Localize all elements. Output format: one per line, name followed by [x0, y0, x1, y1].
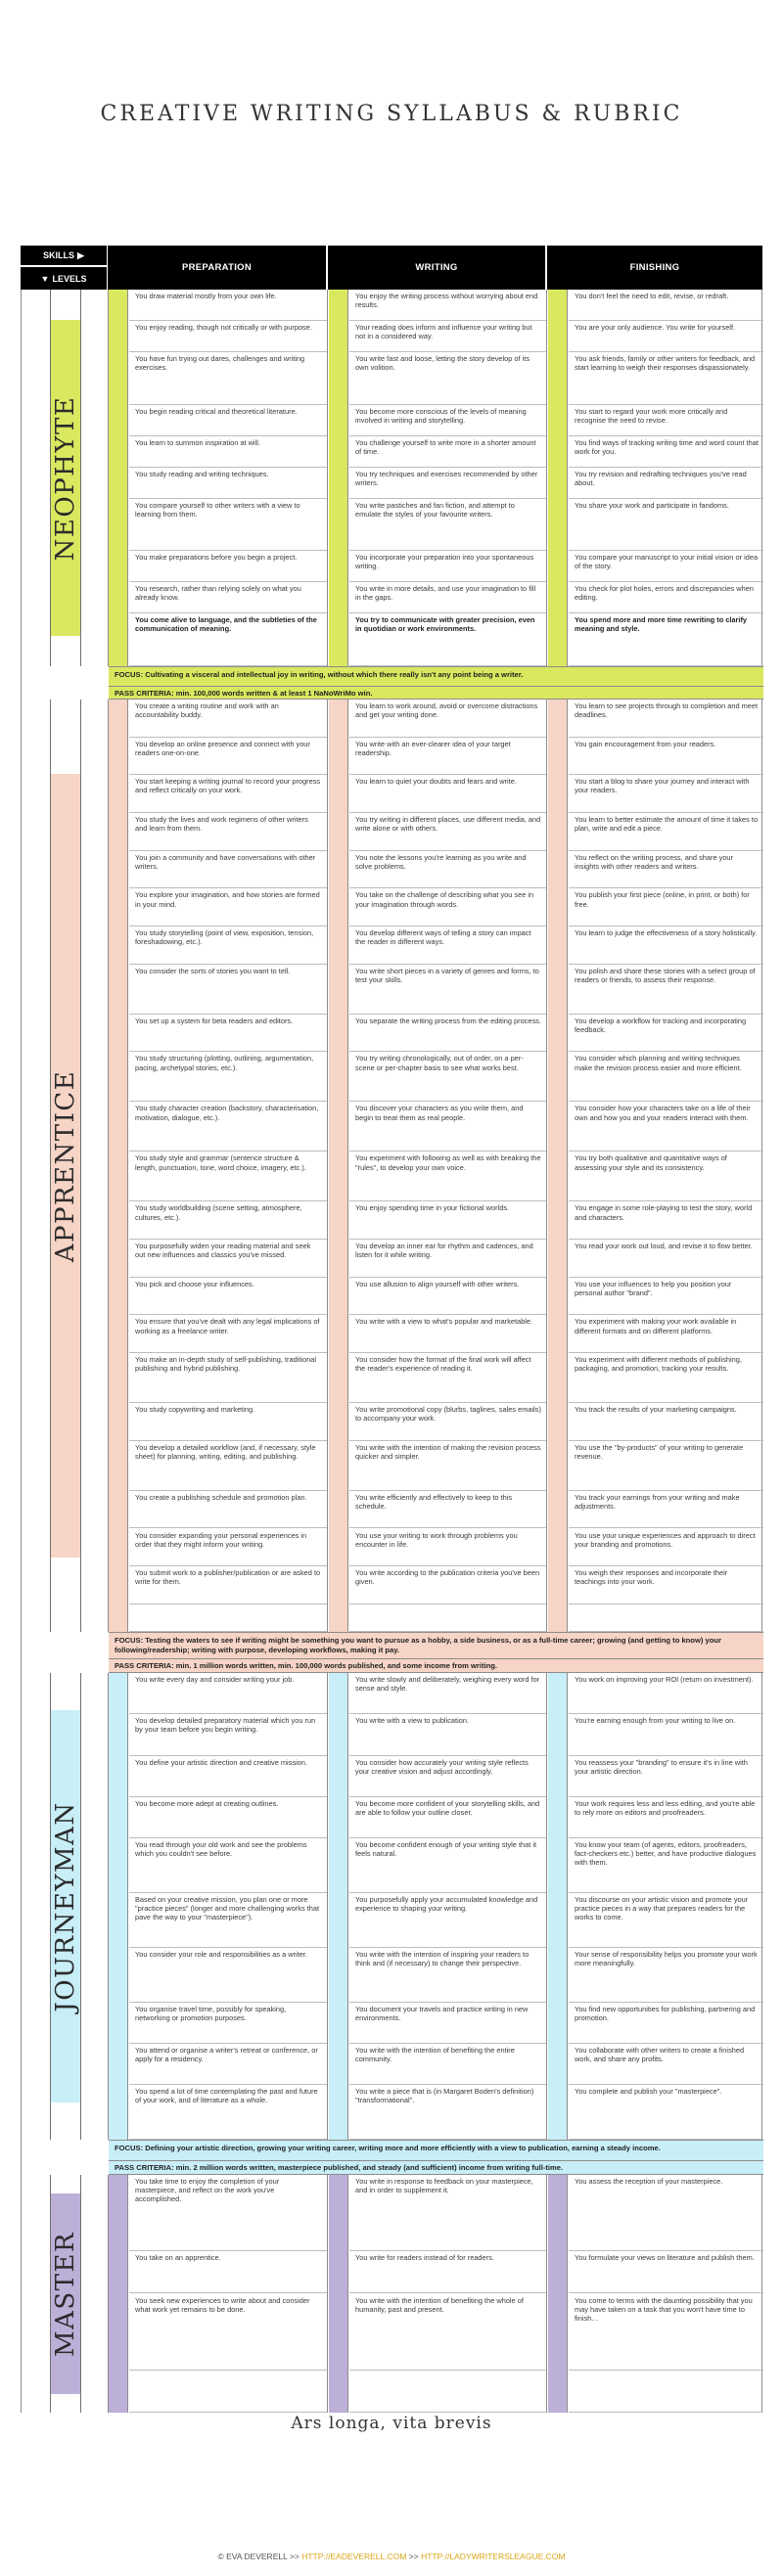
accent-column: [548, 1673, 568, 2140]
accent-column: [329, 2175, 348, 2413]
rubric-cell: You experiment with different methods of publishing, packaging, and promotion, tracking your results.: [569, 1353, 763, 1403]
rubric-cell: You consider which planning and writing techniques make the revision process easier and more efficient.: [569, 1052, 763, 1102]
level-name: JOURNEYMAN: [51, 1800, 80, 2012]
rubric-cell: You draw material mostly from your own life.: [129, 290, 327, 321]
rubric-cell: You write with the intention of benefiting the entire community.: [349, 2044, 546, 2085]
rubric-cell: You use the "by-products" of your writing to generate revenue.: [569, 1441, 763, 1491]
rubric-cell: You come alive to language, and the subtleties of the communication of meaning.: [129, 613, 327, 666]
column-divider: [546, 700, 547, 1632]
rubric-cell: [569, 2371, 763, 2413]
rubric-cell: You write with a view to what's popular and marketable.: [349, 1315, 546, 1353]
rubric-cell: Based on your creative mission, you plan one or more "practice pieces" (longer and more challenging works that pave the way to your "masterpiece").: [129, 1893, 327, 1948]
rubric-cell: You are your only audience. You write for yourself.: [569, 321, 763, 352]
rubric-cell: You make preparations before you begin a project.: [129, 551, 327, 582]
rubric-cell: You don't feel the need to edit, revise, or redraft.: [569, 290, 763, 321]
rubric-cell: You learn to work around, avoid or overcome distractions and get your writing done.: [349, 700, 546, 738]
column-divider: [546, 1673, 547, 2140]
rubric-cell: You study structuring (plotting, outlining, argumentation, pacing, archetypal stories, etc.).: [129, 1052, 327, 1102]
rubric-cell: You share your work and participate in fandoms.: [569, 499, 763, 552]
rubric-cell: You consider the sorts of stories you want to tell.: [129, 965, 327, 1015]
rubric-cell: You try to communicate with greater precision, even in quotidian or work environments.: [349, 613, 546, 666]
rubric-cell: You purposefully widen your reading material and seek out new influences and classics you've missed.: [129, 1240, 327, 1278]
rubric-cell: [349, 2371, 546, 2413]
rubric-cell: You enjoy the writing process without worrying about end results.: [349, 290, 546, 321]
column-divider: [546, 290, 547, 666]
rubric-cell: You create a writing routine and work with an accountability buddy.: [129, 700, 327, 738]
skills-label: SKILLS: [43, 250, 75, 260]
rubric-cell: You develop detailed preparatory material which you run by your team before you begin writing.: [129, 1714, 327, 1755]
rubric-cell: You write in response to feedback on your masterpiece, and in order to supplement it.: [349, 2175, 546, 2251]
accent-column: [329, 700, 348, 1632]
rubric-cell: You explore your imagination, and how stories are formed in your mind.: [129, 888, 327, 926]
rubric-cell: You enjoy reading, though not critically or with purpose.: [129, 321, 327, 352]
level-name: MASTER: [51, 2231, 80, 2357]
level-section-apprentice: [21, 700, 762, 1673]
rubric-cell: You organise travel time, possibly for speaking, networking or promotion purposes.: [129, 2003, 327, 2044]
rubric-cell: You write with the intention of benefiting the whole of humanity, past and present.: [349, 2294, 546, 2371]
rubric-cell: You find new opportunities for publishing, partnering and promotion.: [569, 2003, 763, 2044]
rubric-cell: You learn to see projects through to completion and meet deadlines.: [569, 700, 763, 738]
rubric-cell: You learn to quiet your doubts and fears and write.: [349, 775, 546, 813]
rubric-cell: You compare yourself to other writers with a view to learning from them.: [129, 499, 327, 552]
credit-separator: >>: [408, 2552, 419, 2561]
rubric-cell: You write fast and loose, letting the story develop of its own volition.: [349, 352, 546, 405]
rubric-cell: You study the lives and work regimens of other writers and learn from them.: [129, 813, 327, 851]
rubric-cell: You consider how your characters take on a life of their own and how you and your readers interact with them.: [569, 1102, 763, 1152]
rubric-cell: You submit work to a publisher/publication or are asked to write for them.: [129, 1566, 327, 1604]
rubric-cell: You write short pieces in a variety of genres and forms, to test your skills.: [349, 965, 546, 1015]
accent-column: [329, 290, 348, 666]
rubric-cell: You check for plot holes, errors and discrepancies when editing.: [569, 582, 763, 613]
rubric-cell: You spend more and more time rewriting to clarify meaning and style.: [569, 613, 763, 666]
pass-criteria: PASS CRITERIA: min. 1 million words written, min. 100,000 words published, and some income from writing.: [109, 1658, 763, 1673]
level-label-strip: [50, 700, 81, 1632]
focus-statement: FOCUS: Testing the waters to see if writing might be something you want to pursue as a hobby, a side business, or as a full-time career; growing (and getting to know) your following/readership; writing with purpose, developing workflows, making it pay.: [109, 1632, 763, 1658]
column-header-preparation: PREPARATION: [108, 246, 326, 290]
rubric-cell: You take on an apprentice.: [129, 2251, 327, 2293]
accent-column: [109, 290, 128, 666]
rubric-cell: You study reading and writing techniques.: [129, 468, 327, 499]
rubric-cell: You seek new experiences to write about and consider what work yet remains to be done.: [129, 2294, 327, 2371]
rubric-cell: [129, 2371, 327, 2413]
rubric-cell: You become more confident of your storytelling skills, and are able to follow your outline closer.: [349, 1797, 546, 1838]
rubric-cell: Your sense of responsibility helps you promote your work more meaningfully.: [569, 1948, 763, 2003]
rubric-cell: You develop a workflow for tracking and incorporating feedback.: [569, 1015, 763, 1053]
rubric-cell: You write for readers instead of for readers.: [349, 2251, 546, 2293]
rubric-cell: You experiment with making your work available in different formats and on different platforms.: [569, 1315, 763, 1353]
rubric-cell: You start keeping a writing journal to record your progress and reflect critically on your work.: [129, 775, 327, 813]
author-website-link[interactable]: HTTP://EADEVERELL.COM: [301, 2552, 407, 2561]
level-label-strip: [50, 1673, 81, 2140]
levels-header: [21, 267, 107, 290]
rubric-cell: You use your influences to help you position your personal author "brand".: [569, 1278, 763, 1316]
rubric-cell: You try techniques and exercises recommended by other writers.: [349, 468, 546, 499]
accent-column: [109, 700, 128, 1632]
rubric-cell: You write with the intention of inspiring your readers to think and (if necessary) to change their perspective.: [349, 1948, 546, 2003]
rubric-cell: You study worldbuilding (scene setting, atmosphere, cultures, etc.).: [129, 1201, 327, 1240]
rubric-cell: You define your artistic direction and creative mission.: [129, 1756, 327, 1797]
rubric-cell: You write with an ever-clearer idea of your target readership.: [349, 738, 546, 776]
rubric-cell: You write according to the publication criteria you've been given.: [349, 1566, 546, 1604]
rubric-cell: You collaborate with other writers to create a finished work, and share any profits.: [569, 2044, 763, 2085]
rubric-cell: You use your writing to work through problems you encounter in life.: [349, 1529, 546, 1567]
rubric-cell: You write with the intention of making the revision process quicker and simpler.: [349, 1441, 546, 1491]
column-divider: [327, 700, 328, 1632]
rubric-cell: You have fun trying out dares, challenges and writing exercises.: [129, 352, 327, 405]
rubric-cell: You're earning enough from your writing to live on.: [569, 1714, 763, 1755]
rubric-cell: You learn to summon inspiration at will.: [129, 436, 327, 468]
rubric-cell: You learn to better estimate the amount of time it takes to plan, write and edit a piece.: [569, 813, 763, 851]
credits: [0, 2552, 783, 2561]
rubric-cell: You pick and choose your influences.: [129, 1278, 327, 1316]
rubric-cell: You study copywriting and marketing.: [129, 1403, 327, 1441]
column-divider: [327, 290, 328, 666]
rubric-cell: You write slowly and deliberately, weighing every word for sense and style.: [349, 1673, 546, 1714]
rubric-cell: You join a community and have conversations with other writers.: [129, 851, 327, 889]
rubric-cell: You publish your first piece (online, in print, or both) for free.: [569, 888, 763, 926]
level-section-neophyte: [21, 290, 762, 700]
rubric-cell: You ask friends, family or other writers for feedback, and start learning to weigh their responses dispassionately.: [569, 352, 763, 405]
rubric-cell: You purposefully apply your accumulated knowledge and experience to shaping your writing.: [349, 1893, 546, 1948]
rubric-cell: You develop an inner ear for rhythm and cadences, and listen for it while writing.: [349, 1240, 546, 1278]
rubric-cell: You become more conscious of the levels of meaning involved in writing and storytelling.: [349, 405, 546, 436]
rubric-cell: You complete and publish your "masterpiece".: [569, 2085, 763, 2140]
level-section-journeyman: [21, 1673, 762, 2175]
level-name: NEOPHYTE: [51, 395, 80, 561]
rubric-cell: You write pastiches and fan fiction, and attempt to emulate the styles of your favourite writers.: [349, 499, 546, 552]
rubric-table: [21, 246, 762, 2413]
rubric-cell: You take time to enjoy the completion of your masterpiece, and reflect on the work you've accomplished.: [129, 2175, 327, 2251]
rubric-cell: You engage in some role-playing to test the story, world and characters.: [569, 1201, 763, 1240]
rubric-cell: You study storytelling (point of view, exposition, tension, foreshadowing, etc.).: [129, 926, 327, 965]
rubric-cell: You begin reading critical and theoretical literature.: [129, 405, 327, 436]
rubric-cell: You read your work out loud, and revise it to flow better.: [569, 1240, 763, 1278]
rubric-cell: You try revision and redrafting techniques you've read about.: [569, 468, 763, 499]
rubric-cell: You write every day and consider writing your job.: [129, 1673, 327, 1714]
rubric-cell: You try writing in different places, use different media, and write alone or with others.: [349, 813, 546, 851]
rubric-cell: You write with a view to publication.: [349, 1714, 546, 1755]
rubric-cell: You read through your old work and see the problems which you couldn't see before.: [129, 1838, 327, 1893]
rubric-cell: You track the results of your marketing campaigns.: [569, 1403, 763, 1441]
credit-separator: >>: [289, 2552, 299, 2561]
rubric-cell: You start to regard your work more critically and recognise the need to revise.: [569, 405, 763, 436]
rubric-cell: You start a blog to share your journey and interact with your readers.: [569, 775, 763, 813]
column-header-writing: WRITING: [328, 246, 545, 290]
rubric-cell: You experiment with following as well as with breaking the "rules", to develop your own voice.: [349, 1152, 546, 1201]
rubric-cell: You write a piece that is (in Margaret Boden's definition) "transformational".: [349, 2085, 546, 2140]
rubric-cell: You discourse on your artistic vision and promote your practice pieces in a way that prepares readers for the works to come.: [569, 1893, 763, 1948]
rubric-cell: You track your earnings from your writing and make adjustments.: [569, 1491, 763, 1529]
rubric-cell: You weigh their responses and incorporate their teachings into your work.: [569, 1566, 763, 1604]
pass-criteria: PASS CRITERIA: min. 100,000 words written & at least 1 NaNoWriMo win.: [109, 686, 763, 700]
rubric-cell: You use your unique experiences and approach to direct your branding and promotions.: [569, 1529, 763, 1567]
rubric-cell: You gain encouragement from your readers.: [569, 738, 763, 776]
rubric-cell: You separate the writing process from the editing process.: [349, 1015, 546, 1053]
rubric-cell: You work on improving your ROI (return on investment).: [569, 1673, 763, 1714]
rubric-cell: You try writing chronologically, out of order, on a per-scene or per-chapter basis to see what works best.: [349, 1052, 546, 1102]
rubric-cell: You take on the challenge of describing what you see in your imagination through words.: [349, 888, 546, 926]
level-name: APPRENTICE: [51, 1069, 80, 1262]
level-label-strip: [50, 2175, 81, 2413]
rubric-cell: You write efficiently and effectively to keep to this schedule.: [349, 1491, 546, 1529]
rubric-cell: You reflect on the writing process, and share your insights with other readers and writers.: [569, 851, 763, 889]
motto: Ars longa, vita brevis: [291, 2414, 492, 2433]
rubric-cell: You polish and share these stories with a select group of readers or friends, to assess their response.: [569, 965, 763, 1015]
accent-column: [109, 1673, 128, 2140]
rubric-cell: You consider how accurately your writing style reflects your creative vision and adjust accordingly.: [349, 1756, 546, 1797]
rubric-cell: You become more adept at creating outlines.: [129, 1797, 327, 1838]
column-divider: [327, 1673, 328, 2140]
rubric-cell: You try both qualitative and quantitative ways of assessing your style and its consistency.: [569, 1152, 763, 1201]
rubric-cell: You come to terms with the daunting possibility that you may have taken on a task that you won't have time to finish…: [569, 2294, 763, 2371]
rubric-cell: You incorporate your preparation into your spontaneous writing.: [349, 551, 546, 582]
column-divider: [546, 2175, 547, 2413]
levels-label: LEVELS: [52, 273, 87, 284]
rubric-cell: You enjoy spending time in your fictional worlds.: [349, 1201, 546, 1240]
rubric-cell: You challenge yourself to write more in a shorter amount of time.: [349, 436, 546, 468]
rubric-cell: You make an in-depth study of self-publishing, traditional publishing and hybrid publishing.: [129, 1353, 327, 1403]
rubric-cell: You learn to judge the effectiveness of a story holistically.: [569, 926, 763, 965]
rubric-cell: You consider your role and responsibilities as a writer.: [129, 1948, 327, 2003]
rubric-cell: [569, 1604, 763, 1632]
rubric-cell: You know your team (of agents, editors, proofreaders, fact-checkers etc.) better, and have productive dialogues with them.: [569, 1838, 763, 1893]
accent-column: [548, 700, 568, 1632]
rubric-cell: You set up a system for beta readers and editors.: [129, 1015, 327, 1053]
column-divider: [327, 2175, 328, 2413]
rubric-cell: You research, rather than relying solely on what you already know.: [129, 582, 327, 613]
rubric-cell: You create a publishing schedule and promotion plan.: [129, 1491, 327, 1529]
rubric-cell: You use allusion to align yourself with other writers.: [349, 1278, 546, 1316]
rubric-cell: You find ways of tracking writing time and word count that work for you.: [569, 436, 763, 468]
author-credit: © EVA DEVERELL: [217, 2552, 288, 2561]
accent-column: [548, 290, 568, 666]
rubric-cell: You develop different ways of telling a story can impact the reader in different ways.: [349, 926, 546, 965]
accent-column: [548, 2175, 568, 2413]
rubric-cell: You compare your manuscript to your initial vision or idea of the story.: [569, 551, 763, 582]
rubric-cell: You spend a lot of time contemplating the past and future of your work, and of literature as a whole.: [129, 2085, 327, 2140]
rubric-cell: You develop a detailed workflow (and, if necessary, style sheet) for planning, writing, editing, and publishing.: [129, 1441, 327, 1491]
level-label-strip: [50, 290, 81, 666]
rubric-cell: You consider how the format of the final work will affect the reader's experience of reading it.: [349, 1353, 546, 1403]
league-website-link[interactable]: HTTP://LADYWRITERSLEAGUE.COM: [421, 2552, 566, 2561]
rubric-cell: You develop an online presence and connect with your readers one-on-one.: [129, 738, 327, 776]
rubric-cell: You discover your characters as you write them, and begin to treat them as real people.: [349, 1102, 546, 1152]
accent-column: [109, 2175, 128, 2413]
rubric-cell: You ensure that you've dealt with any legal implications of working as a freelance writer.: [129, 1315, 327, 1353]
rubric-cell: You assess the reception of your masterpiece.: [569, 2175, 763, 2251]
rubric-cell: You become confident enough of your writing style that it feels natural.: [349, 1838, 546, 1893]
column-header-finishing: FINISHING: [547, 246, 762, 290]
rubric-cell: You formulate your views on literature and publish them.: [569, 2251, 763, 2293]
rubric-cell: You study character creation (backstory, characterisation, motivation, dialogue, etc.).: [129, 1102, 327, 1152]
rubric-cell: You write in more details, and use your imagination to fill in the gaps.: [349, 582, 546, 613]
accent-column: [329, 1673, 348, 2140]
rubric-cell: [129, 1604, 327, 1632]
rubric-cell: You study style and grammar (sentence structure & length, punctuation, tone, word choice, imagery, etc.).: [129, 1152, 327, 1201]
skills-header: [21, 246, 107, 266]
rubric-cell: Your reading does inform and influence your writing but not in a considered way.: [349, 321, 546, 352]
page-title: CREATIVE WRITING SYLLABUS & RUBRIC: [100, 102, 683, 126]
focus-statement: FOCUS: Defining your artistic direction, growing your writing career, writing more and more efficiently with a view to publication, earning a steady income.: [109, 2140, 763, 2160]
rubric-cell: You document your travels and practice writing in new environments.: [349, 2003, 546, 2044]
focus-statement: FOCUS: Cultivating a visceral and intellectual joy in writing, without which there really isn't any point being a writer.: [109, 666, 763, 686]
rubric-cell: You reassess your "branding" to ensure it's in line with your artistic direction.: [569, 1756, 763, 1797]
rubric-cell: [349, 1604, 546, 1632]
rubric-cell: You attend or organise a writer's retreat or conference, or apply for a residency.: [129, 2044, 327, 2085]
pass-criteria: PASS CRITERIA: min. 2 million words written, masterpiece published, and steady (and sufficient) income from writing full-time.: [109, 2160, 763, 2175]
rubric-cell: You consider expanding your personal experiences in order that they might inform your writing.: [129, 1529, 327, 1567]
rubric-cell: You note the lessons you're learning as you write and solve problems.: [349, 851, 546, 889]
level-section-master: [21, 2175, 762, 2413]
rubric-cell: Your work requires less and less editing, and you're able to rely more on editors and proofreaders.: [569, 1797, 763, 1838]
rubric-cell: You write promotional copy (blurbs, taglines, sales emails) to accompany your work.: [349, 1403, 546, 1441]
down-arrow-icon: ▼: [40, 273, 50, 284]
right-arrow-icon: ▶: [77, 249, 84, 260]
